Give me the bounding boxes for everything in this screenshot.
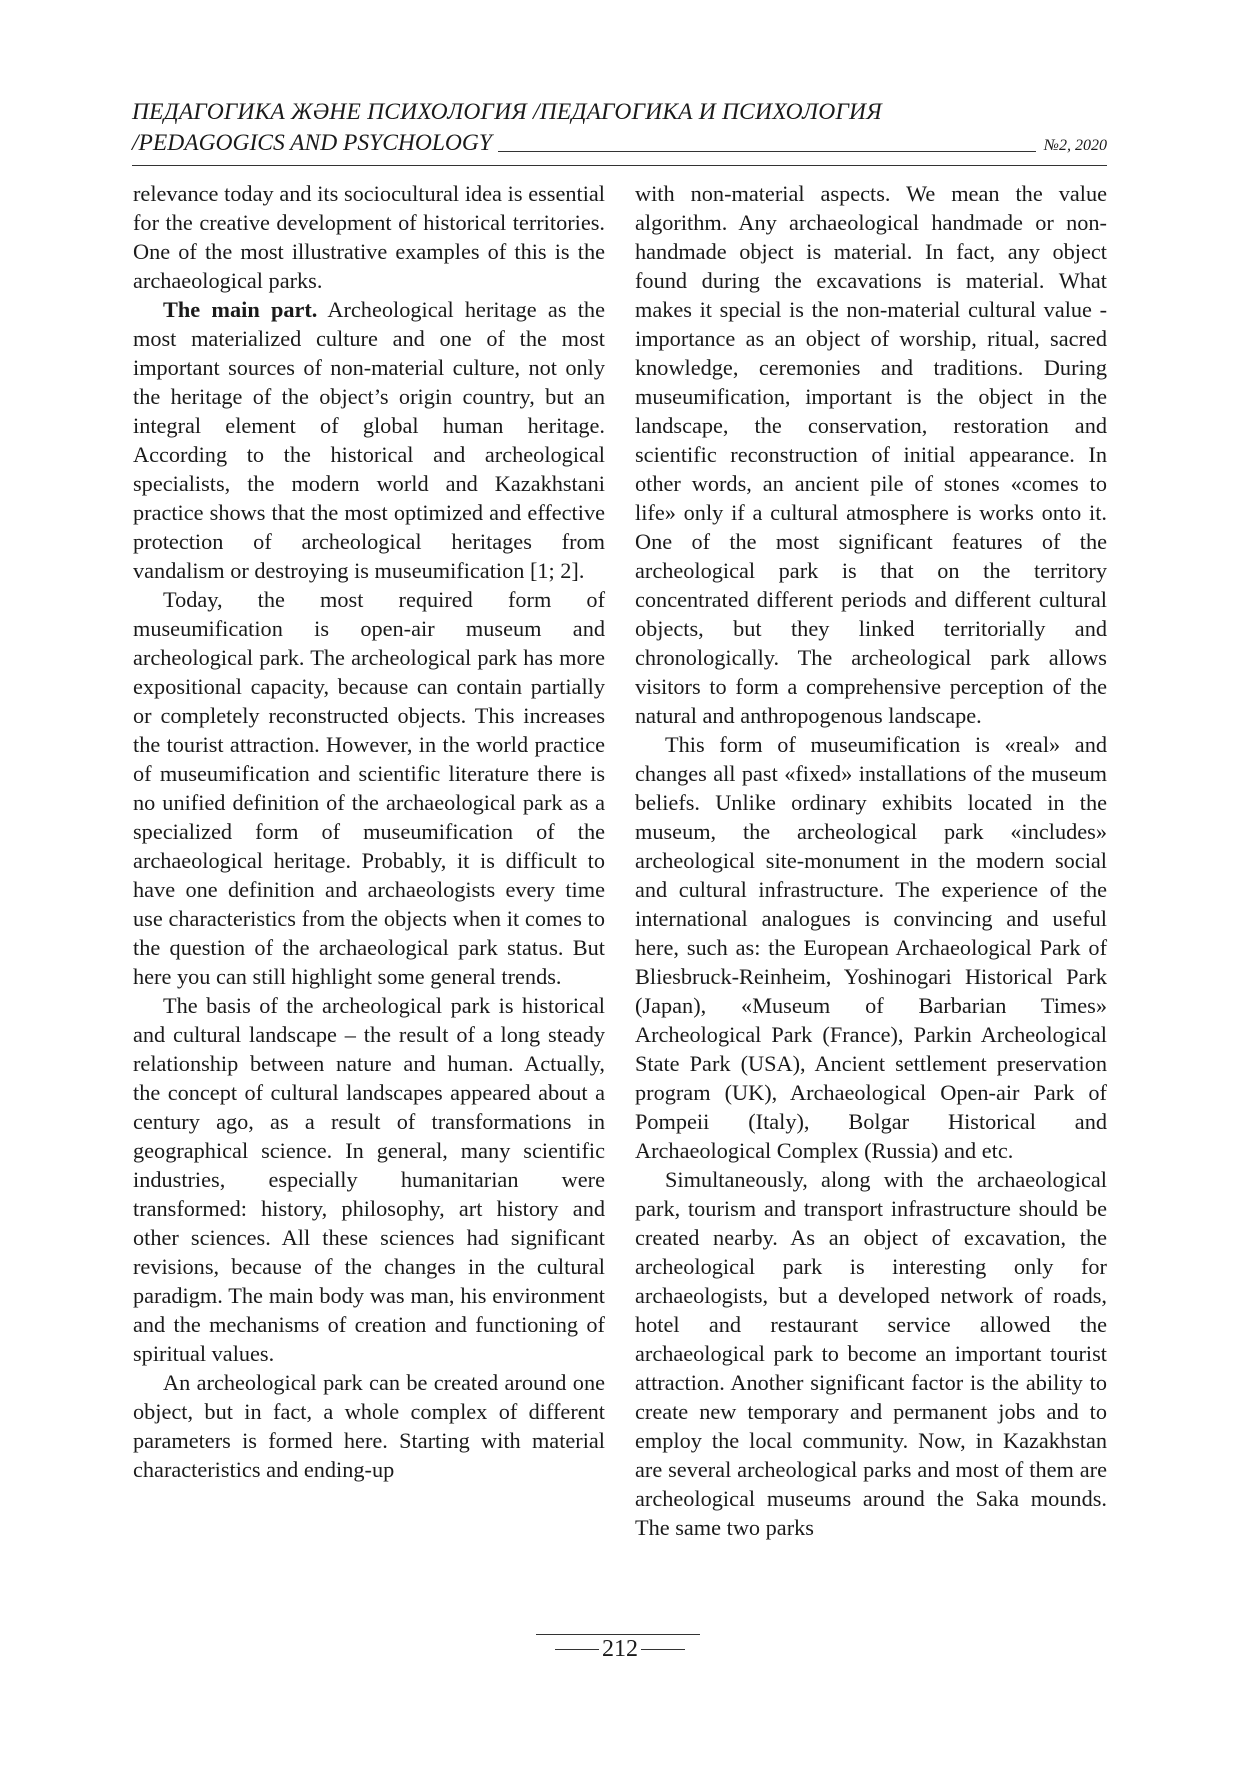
section-heading: The main part.: [163, 297, 318, 322]
paragraph-main-part: [133, 295, 605, 585]
page-footer: [520, 1626, 720, 1666]
header-divider: [498, 150, 1036, 152]
journal-title-line2: /PEDAGOGICS AND PSYCHOLOGY: [132, 130, 492, 156]
footer-rule: [536, 1634, 700, 1635]
running-header: [132, 98, 1107, 166]
header-bottom-rule: [132, 165, 1107, 166]
paragraph: Simultaneously, along with the archaeological park, tourism and transport infrastructure should be created nearby. As an object of excavation, the archeological park is interesting only for archaeologists, but a developed network of roads, hotel and restaurant service allowed the archaeological park to become an important tourist attraction. Another significant factor is the ability to create new temporary and permanent jobs and to employ the local community. Now, in Kazakhstan are several archeological parks and most of them are archeological museums around the Saka mounds. The same two parks: [635, 1167, 1107, 1540]
paragraph: An archeological park can be created around one object, but in fact, a whole complex of different parameters is formed here. Starting with material characteristics and ending-up: [133, 1370, 605, 1482]
paragraph: relevance today and its sociocultural idea is essential for the creative development of historical territories. One of the most illustrative examples of this is the archaeological parks.: [133, 181, 605, 293]
footer-dash-right: [641, 1649, 685, 1650]
page-number: 212: [602, 1636, 638, 1662]
footer-dash-left: [555, 1649, 599, 1650]
journal-title-line1: ПЕДАГОГИКА ЖӘНЕ ПСИХОЛОГИЯ /ПЕДАГОГИКА И ПСИХОЛОГИЯ: [132, 99, 882, 125]
paragraph: Today, the most required form of museumification is open-air museum and archeological park. The archeological park has more expositional capacity, because can contain partially or completely reconstructed objects. This increases the tourist attraction. However, in the world practice of museumification and scientific literature there is no unified definition of the archaeological park as a specialized form of museumification of the archaeological heritage. Probably, it is difficult to have one definition and archaeologists every time use characteristics from the objects when it comes to the question of the archaeological park status. But here you can still highlight some general trends.: [133, 587, 605, 989]
left-column: [133, 179, 605, 1484]
paragraph: This form of museumification is «real» and changes all past «fixed» installations of the museum beliefs. Unlike ordinary exhibits located in the museum, the archeological park «includes» archeological site-monument in the modern social and cultural infrastructure. The experience of the international analogues is convincing and useful here, such as: the European Archaeological Park of Bliesbruck-Reinheim, Yoshinogari Historical Park (Japan), «Museum of Barbarian Times» Archeological Park (France), Parkin Archeological State Park (USA), Ancient settlement preservation program (UK), Archaeological Open-air Park of Pompeii (Italy), Bolgar Historical and Archaeological Complex (Russia) and etc.: [635, 732, 1107, 1163]
journal-title-row2: [132, 129, 1107, 157]
paragraph: with non-material aspects. We mean the value algorithm. Any archaeological handmade or non-handmade object is material. In fact, any object found during the excavations is material. What makes it special is the non-material cultural value - importance as an object of worship, ritual, sacred knowledge, ceremonies and traditions. During museumification, important is the object in the landscape, the conservation, restoration and scientific reconstruction of initial appearance. In other words, an ancient pile of stones «comes to life» only if a cultural atmosphere is works onto it. One of the most significant features of the archeological park is that on the territory concentrated different periods and different cultural objects, but they linked territorially and chronologically. The archeological park allows visitors to form a comprehensive perception of the natural and anthropogenous landscape.: [635, 181, 1107, 728]
paragraph-text: Archeological heritage as the most materialized culture and one of the most important sources of non-material culture, not only the heritage of the object’s origin country, but an integral element of global human heritage. According to the historical and archeological specialists, the modern world and Kazakhstani practice shows that the most optimized and effective protection of archeological heritages from vandalism or destroying is museumification [1; 2].: [133, 297, 605, 583]
paragraph: The basis of the archeological park is historical and cultural landscape – the result of a long steady relationship between nature and human. Actually, the concept of cultural landscapes appeared about a century ago, as a result of transformations in geographical science. In general, many scientific industries, especially humanitarian were transformed: history, philosophy, art history and other sciences. All these sciences had significant revisions, because of the changes in the cultural paradigm. The main body was man, his environment and the mechanisms of creation and functioning of spiritual values.: [133, 993, 605, 1366]
issue-number: №2, 2020: [1043, 137, 1107, 154]
right-column: [635, 179, 1107, 1542]
